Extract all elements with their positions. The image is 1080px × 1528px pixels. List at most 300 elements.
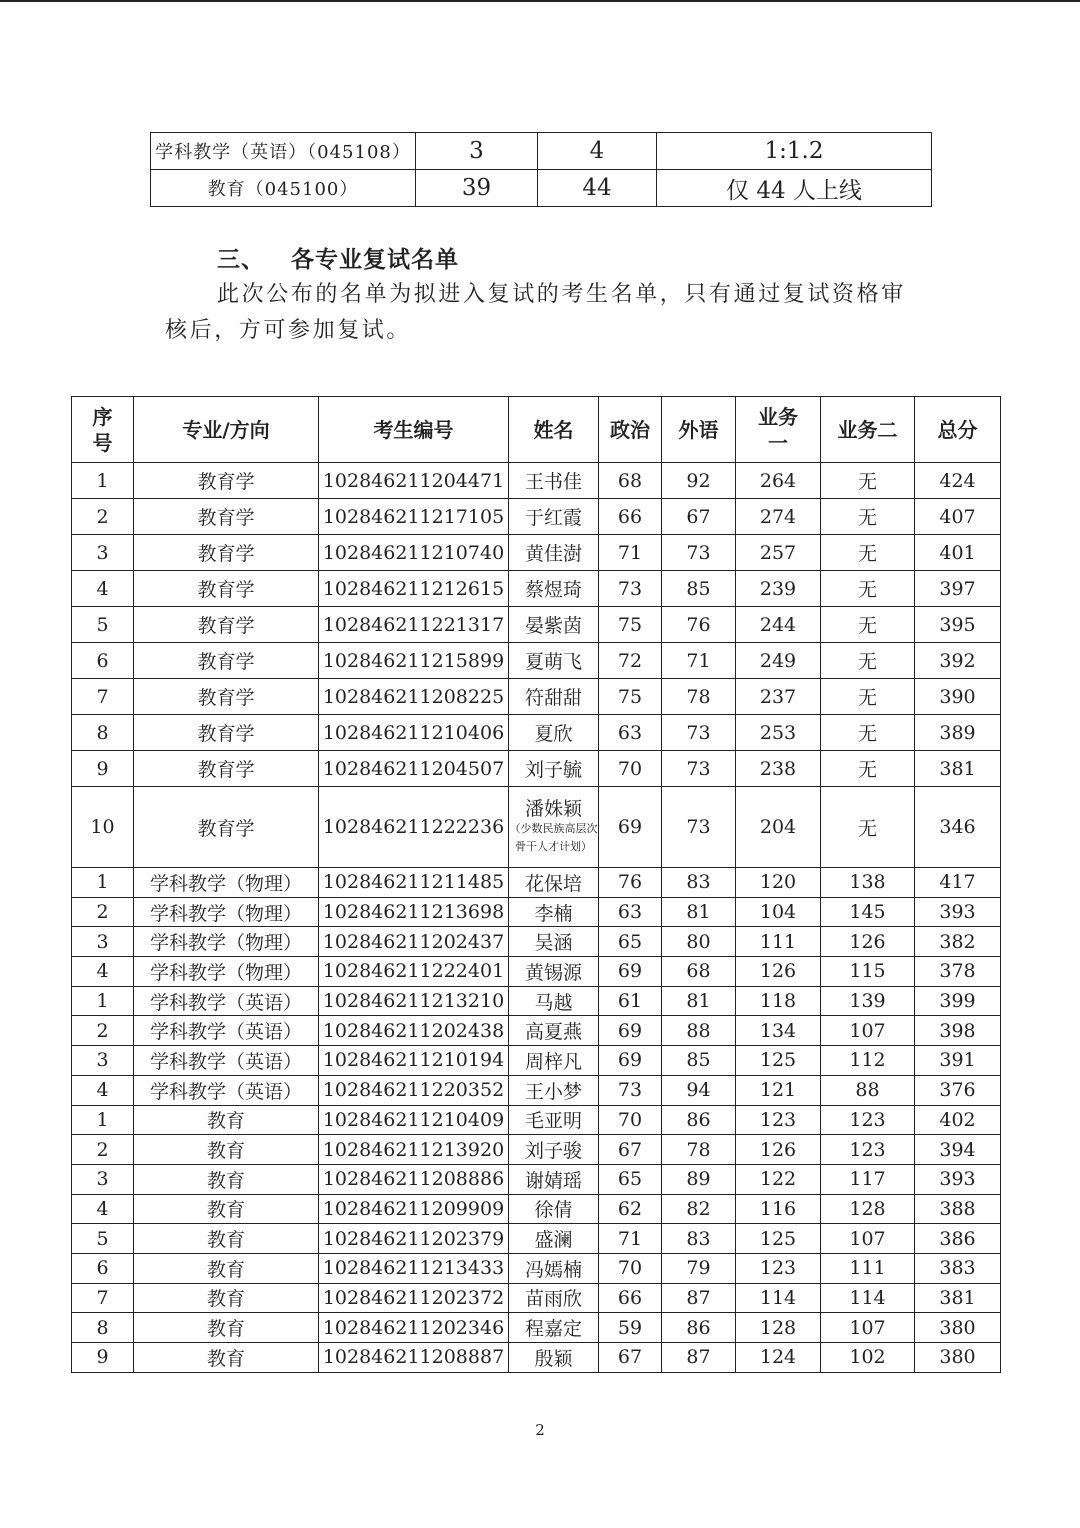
- cell-major: 教育学: [134, 535, 319, 571]
- quota-table: [150, 132, 932, 207]
- cell-seq: 7: [72, 679, 134, 715]
- cell-major: 学科教学（英语）: [134, 1016, 319, 1046]
- cell-total: 346: [915, 787, 1001, 868]
- cell-subject2: 114: [821, 1283, 915, 1313]
- cell-name: 王小梦: [509, 1075, 599, 1105]
- quota-qualified: 4: [538, 133, 657, 170]
- cell-subject1: 111: [736, 927, 821, 957]
- cell-exam-id: 102846211209909: [319, 1194, 509, 1224]
- cell-foreign-language: 78: [662, 1135, 736, 1165]
- table-row: [72, 607, 1001, 643]
- table-row: [72, 715, 1001, 751]
- cell-subject2: 无: [821, 499, 915, 535]
- cell-politics: 73: [599, 571, 662, 607]
- cell-exam-id: 102846211202379: [319, 1224, 509, 1254]
- cell-exam-id: 102846211211485: [319, 868, 509, 898]
- cell-politics: 70: [599, 751, 662, 787]
- cell-politics: 66: [599, 499, 662, 535]
- cell-subject1: 125: [736, 1046, 821, 1076]
- cell-exam-id: 102846211212615: [319, 571, 509, 607]
- cell-seq: 7: [72, 1283, 134, 1313]
- cell-seq: 8: [72, 1313, 134, 1343]
- cell-foreign-language: 86: [662, 1313, 736, 1343]
- cell-politics: 68: [599, 463, 662, 499]
- cell-name: 蔡煜琦: [509, 571, 599, 607]
- table-row: [72, 1194, 1001, 1224]
- cell-subject2: 112: [821, 1046, 915, 1076]
- table-row: [72, 571, 1001, 607]
- cell-subject2: 107: [821, 1224, 915, 1254]
- cell-total: 386: [915, 1224, 1001, 1254]
- cell-subject1: 244: [736, 607, 821, 643]
- quota-planned: 3: [416, 133, 538, 170]
- cell-subject1: 118: [736, 986, 821, 1016]
- cell-seq: 2: [72, 897, 134, 927]
- cell-total: 392: [915, 643, 1001, 679]
- cell-subject2: 107: [821, 1016, 915, 1046]
- cell-subject2: 无: [821, 463, 915, 499]
- cell-politics: 63: [599, 715, 662, 751]
- cell-subject1: 126: [736, 957, 821, 987]
- notice-text-line1: 此次公布的名单为拟进入复试的考生名单，只有通过复试资格审: [217, 282, 906, 307]
- cell-seq: 1: [72, 463, 134, 499]
- cell-total: 381: [915, 751, 1001, 787]
- cell-total: 376: [915, 1075, 1001, 1105]
- cell-exam-id: 102846211204471: [319, 463, 509, 499]
- cell-name: 李楠: [509, 897, 599, 927]
- cell-foreign-language: 89: [662, 1164, 736, 1194]
- cell-name: 毛亚明: [509, 1105, 599, 1135]
- table-row: [72, 897, 1001, 927]
- cell-subject2: 102: [821, 1343, 915, 1373]
- cell-name: 夏欣: [509, 715, 599, 751]
- cell-exam-id: 102846211208886: [319, 1164, 509, 1194]
- table-row: [72, 1046, 1001, 1076]
- cell-exam-id: 102846211208225: [319, 679, 509, 715]
- cell-major: 教育: [134, 1253, 319, 1283]
- cell-foreign-language: 80: [662, 927, 736, 957]
- cell-name: 冯嫣楠: [509, 1253, 599, 1283]
- cell-seq: 3: [72, 1046, 134, 1076]
- cell-major: 学科教学（物理）: [134, 868, 319, 898]
- cell-name: 徐倩: [509, 1194, 599, 1224]
- cell-total: 395: [915, 607, 1001, 643]
- cell-major: 教育学: [134, 715, 319, 751]
- cell-seq: 5: [72, 607, 134, 643]
- cell-seq: 4: [72, 1075, 134, 1105]
- cell-total: 380: [915, 1313, 1001, 1343]
- cell-seq: 9: [72, 1343, 134, 1373]
- cell-politics: 71: [599, 535, 662, 571]
- cell-seq: 6: [72, 643, 134, 679]
- cell-exam-id: 102846211220352: [319, 1075, 509, 1105]
- cell-major: 教育学: [134, 787, 319, 868]
- cell-name: [509, 787, 599, 868]
- cell-exam-id: 102846211213210: [319, 986, 509, 1016]
- cell-exam-id: 102846211208887: [319, 1343, 509, 1373]
- cell-subject1: 134: [736, 1016, 821, 1046]
- cell-subject1: 104: [736, 897, 821, 927]
- cell-major: 学科教学（物理）: [134, 897, 319, 927]
- cell-name: 吴涵: [509, 927, 599, 957]
- cell-total: 407: [915, 499, 1001, 535]
- cell-foreign-language: 73: [662, 535, 736, 571]
- cell-subject1: 237: [736, 679, 821, 715]
- table-row: [72, 1016, 1001, 1046]
- table-row: [72, 1313, 1001, 1343]
- cell-subject1: 120: [736, 868, 821, 898]
- cell-subject1: 124: [736, 1343, 821, 1373]
- page-top-border: [0, 0, 1080, 2]
- cell-seq: 4: [72, 957, 134, 987]
- cell-exam-id: 102846211213920: [319, 1135, 509, 1165]
- cell-foreign-language: 71: [662, 643, 736, 679]
- cell-subject2: 88: [821, 1075, 915, 1105]
- cell-subject1: 264: [736, 463, 821, 499]
- cell-politics: 61: [599, 986, 662, 1016]
- cell-seq: 8: [72, 715, 134, 751]
- cell-exam-id: 102846211217105: [319, 499, 509, 535]
- cell-major: 教育学: [134, 499, 319, 535]
- cell-subject1: 114: [736, 1283, 821, 1313]
- cell-politics: 75: [599, 679, 662, 715]
- name-note: （少数民族高层次骨干人才计划）: [509, 822, 598, 853]
- table-row: [72, 1135, 1001, 1165]
- cell-seq: 4: [72, 1194, 134, 1224]
- cell-foreign-language: 85: [662, 1046, 736, 1076]
- cell-politics: 73: [599, 1075, 662, 1105]
- cell-foreign-language: 87: [662, 1283, 736, 1313]
- table-row: [72, 1164, 1001, 1194]
- cell-foreign-language: 83: [662, 868, 736, 898]
- cell-seq: 4: [72, 571, 134, 607]
- notice-text-line2: 核后，方可参加复试。: [165, 318, 412, 343]
- table-row: [72, 1283, 1001, 1313]
- cell-subject2: 123: [821, 1105, 915, 1135]
- cell-exam-id: 102846211210409: [319, 1105, 509, 1135]
- cell-major: 教育学: [134, 679, 319, 715]
- cell-total: 390: [915, 679, 1001, 715]
- cell-politics: 71: [599, 1224, 662, 1254]
- cell-politics: 75: [599, 607, 662, 643]
- cell-subject1: 239: [736, 571, 821, 607]
- name-main: 潘姝颖: [524, 798, 582, 820]
- cell-name: 夏萌飞: [509, 643, 599, 679]
- cell-exam-id: 102846211215899: [319, 643, 509, 679]
- cell-exam-id: 102846211213433: [319, 1253, 509, 1283]
- cell-politics: 63: [599, 897, 662, 927]
- cell-foreign-language: 92: [662, 463, 736, 499]
- cell-major: 教育学: [134, 463, 319, 499]
- cell-subject1: 125: [736, 1224, 821, 1254]
- cell-foreign-language: 83: [662, 1224, 736, 1254]
- cell-seq: 3: [72, 927, 134, 957]
- header-total: 总分: [915, 397, 1001, 463]
- header-foreign-language: 外语: [662, 397, 736, 463]
- table-row: [72, 499, 1001, 535]
- section-number: 三、: [217, 246, 265, 273]
- cell-politics: 69: [599, 1016, 662, 1046]
- cell-major: 教育: [134, 1194, 319, 1224]
- cell-major: 学科教学（物理）: [134, 957, 319, 987]
- cell-subject2: 128: [821, 1194, 915, 1224]
- cell-subject2: 126: [821, 927, 915, 957]
- table-row: [72, 535, 1001, 571]
- cell-total: 397: [915, 571, 1001, 607]
- table-row: [72, 1105, 1001, 1135]
- table-row: [72, 1343, 1001, 1373]
- cell-name: 黄佳澍: [509, 535, 599, 571]
- cell-subject2: 无: [821, 787, 915, 868]
- cell-subject2: 107: [821, 1313, 915, 1343]
- cell-subject2: 无: [821, 679, 915, 715]
- cell-total: 380: [915, 1343, 1001, 1373]
- table-row: [72, 1253, 1001, 1283]
- cell-foreign-language: 86: [662, 1105, 736, 1135]
- cell-exam-id: 102846211202437: [319, 927, 509, 957]
- cell-foreign-language: 81: [662, 897, 736, 927]
- cell-subject1: 274: [736, 499, 821, 535]
- cell-total: 382: [915, 927, 1001, 957]
- cell-subject2: 无: [821, 607, 915, 643]
- cell-name: 马越: [509, 986, 599, 1016]
- cell-politics: 69: [599, 957, 662, 987]
- cell-foreign-language: 79: [662, 1253, 736, 1283]
- cell-foreign-language: 88: [662, 1016, 736, 1046]
- cell-exam-id: 102846211213698: [319, 897, 509, 927]
- cell-politics: 65: [599, 1164, 662, 1194]
- cell-total: 388: [915, 1194, 1001, 1224]
- section-heading: [217, 241, 459, 274]
- cell-subject1: 257: [736, 535, 821, 571]
- cell-subject2: 无: [821, 751, 915, 787]
- cell-seq: 6: [72, 1253, 134, 1283]
- cell-total: 398: [915, 1016, 1001, 1046]
- cell-name: 苗雨欣: [509, 1283, 599, 1313]
- cell-subject1: 116: [736, 1194, 821, 1224]
- cell-politics: 76: [599, 868, 662, 898]
- cell-major: 教育: [134, 1135, 319, 1165]
- table-header-row: [72, 397, 1001, 463]
- cell-major: 教育学: [134, 751, 319, 787]
- cell-exam-id: 102846211222236: [319, 787, 509, 868]
- cell-major: 教育: [134, 1313, 319, 1343]
- cell-subject1: 249: [736, 643, 821, 679]
- cell-name: 黄锡源: [509, 957, 599, 987]
- quota-row: [151, 170, 932, 207]
- table-row: [72, 957, 1001, 987]
- table-row: [72, 463, 1001, 499]
- cell-seq: 2: [72, 499, 134, 535]
- header-exam-id: 考生编号: [319, 397, 509, 463]
- cell-foreign-language: 73: [662, 751, 736, 787]
- cell-name: 程嘉定: [509, 1313, 599, 1343]
- cell-subject1: 123: [736, 1253, 821, 1283]
- page-number: 2: [535, 1421, 545, 1439]
- cell-politics: 62: [599, 1194, 662, 1224]
- table-row: [72, 1224, 1001, 1254]
- cell-politics: 67: [599, 1343, 662, 1373]
- table-row: [72, 679, 1001, 715]
- cell-exam-id: 102846211202372: [319, 1283, 509, 1313]
- cell-exam-id: 102846211202346: [319, 1313, 509, 1343]
- cell-exam-id: 102846211210194: [319, 1046, 509, 1076]
- cell-subject2: 139: [821, 986, 915, 1016]
- cell-name: 王书佳: [509, 463, 599, 499]
- cell-foreign-language: 73: [662, 715, 736, 751]
- cell-subject2: 无: [821, 571, 915, 607]
- cell-politics: 66: [599, 1283, 662, 1313]
- cell-politics: 67: [599, 1135, 662, 1165]
- quota-category: 教育（045100）: [151, 170, 416, 207]
- cell-seq: 2: [72, 1016, 134, 1046]
- cell-foreign-language: 78: [662, 679, 736, 715]
- quota-ratio: 仅 44 人上线: [657, 170, 932, 207]
- cell-foreign-language: 87: [662, 1343, 736, 1373]
- cell-exam-id: 102846211204507: [319, 751, 509, 787]
- cell-politics: 70: [599, 1253, 662, 1283]
- quota-category: 学科教学（英语）（045108）: [151, 133, 416, 170]
- cell-seq: 1: [72, 1105, 134, 1135]
- cell-foreign-language: 67: [662, 499, 736, 535]
- cell-foreign-language: 85: [662, 571, 736, 607]
- cell-total: 393: [915, 1164, 1001, 1194]
- cell-major: 教育: [134, 1283, 319, 1313]
- cell-name: 符甜甜: [509, 679, 599, 715]
- quota-ratio: 1:1.2: [657, 133, 932, 170]
- cell-name: 花保培: [509, 868, 599, 898]
- cell-total: 378: [915, 957, 1001, 987]
- cell-seq: 10: [72, 787, 134, 868]
- header-subject2: 业务二: [821, 397, 915, 463]
- cell-subject1: 123: [736, 1105, 821, 1135]
- cell-total: 383: [915, 1253, 1001, 1283]
- section-title: 各专业复试名单: [291, 246, 459, 273]
- cell-foreign-language: 94: [662, 1075, 736, 1105]
- cell-subject2: 无: [821, 643, 915, 679]
- cell-total: 394: [915, 1135, 1001, 1165]
- cell-total: 393: [915, 897, 1001, 927]
- cell-total: 402: [915, 1105, 1001, 1135]
- cell-politics: 59: [599, 1313, 662, 1343]
- cell-name: 刘子骏: [509, 1135, 599, 1165]
- cell-major: 学科教学（英语）: [134, 986, 319, 1016]
- cell-exam-id: 102846211210406: [319, 715, 509, 751]
- table-row: [72, 643, 1001, 679]
- cell-subject1: 121: [736, 1075, 821, 1105]
- cell-subject2: 138: [821, 868, 915, 898]
- cell-total: 399: [915, 986, 1001, 1016]
- cell-name: 谢婧瑶: [509, 1164, 599, 1194]
- cell-foreign-language: 76: [662, 607, 736, 643]
- cell-major: 教育: [134, 1343, 319, 1373]
- cell-total: 417: [915, 868, 1001, 898]
- header-seq: 序 号: [72, 397, 134, 463]
- cell-name: 高夏燕: [509, 1016, 599, 1046]
- cell-major: 教育: [134, 1105, 319, 1135]
- cell-total: 389: [915, 715, 1001, 751]
- cell-subject1: 128: [736, 1313, 821, 1343]
- cell-foreign-language: 82: [662, 1194, 736, 1224]
- cell-seq: 2: [72, 1135, 134, 1165]
- cell-total: 391: [915, 1046, 1001, 1076]
- cell-politics: 69: [599, 1046, 662, 1076]
- header-politics: 政治: [599, 397, 662, 463]
- cell-major: 教育: [134, 1164, 319, 1194]
- cell-total: 381: [915, 1283, 1001, 1313]
- cell-seq: 9: [72, 751, 134, 787]
- retest-list-table: [71, 396, 1001, 1373]
- cell-major: 教育: [134, 1224, 319, 1254]
- table-row: [72, 1075, 1001, 1105]
- cell-politics: 70: [599, 1105, 662, 1135]
- cell-seq: 1: [72, 868, 134, 898]
- cell-major: 教育学: [134, 643, 319, 679]
- cell-exam-id: 102846211221317: [319, 607, 509, 643]
- header-subject1: 业务 一: [736, 397, 821, 463]
- cell-subject1: 122: [736, 1164, 821, 1194]
- cell-subject2: 145: [821, 897, 915, 927]
- cell-seq: 3: [72, 535, 134, 571]
- cell-politics: 65: [599, 927, 662, 957]
- table-row: [72, 927, 1001, 957]
- cell-major: 教育学: [134, 607, 319, 643]
- table-row: [72, 787, 1001, 868]
- cell-name: 于红霞: [509, 499, 599, 535]
- quota-planned: 39: [416, 170, 538, 207]
- table-row: [72, 868, 1001, 898]
- cell-major: 学科教学（英语）: [134, 1075, 319, 1105]
- cell-major: 学科教学（物理）: [134, 927, 319, 957]
- cell-total: 401: [915, 535, 1001, 571]
- table-row: [72, 986, 1001, 1016]
- cell-name: 晏紫茵: [509, 607, 599, 643]
- quota-qualified: 44: [538, 170, 657, 207]
- cell-subject2: 123: [821, 1135, 915, 1165]
- header-major: 专业/方向: [134, 397, 319, 463]
- cell-exam-id: 102846211222401: [319, 957, 509, 987]
- cell-name: 周梓凡: [509, 1046, 599, 1076]
- cell-total: 424: [915, 463, 1001, 499]
- cell-foreign-language: 68: [662, 957, 736, 987]
- cell-seq: 5: [72, 1224, 134, 1254]
- header-name: 姓名: [509, 397, 599, 463]
- cell-name: 盛澜: [509, 1224, 599, 1254]
- quota-row: [151, 133, 932, 170]
- cell-foreign-language: 73: [662, 787, 736, 868]
- cell-exam-id: 102846211202438: [319, 1016, 509, 1046]
- cell-name: 刘子毓: [509, 751, 599, 787]
- cell-major: 教育学: [134, 571, 319, 607]
- cell-seq: 1: [72, 986, 134, 1016]
- cell-subject1: 204: [736, 787, 821, 868]
- cell-major: 学科教学（英语）: [134, 1046, 319, 1076]
- cell-politics: 72: [599, 643, 662, 679]
- cell-subject1: 126: [736, 1135, 821, 1165]
- cell-subject2: 无: [821, 535, 915, 571]
- cell-exam-id: 102846211210740: [319, 535, 509, 571]
- cell-subject2: 111: [821, 1253, 915, 1283]
- cell-foreign-language: 81: [662, 986, 736, 1016]
- cell-seq: 3: [72, 1164, 134, 1194]
- cell-subject2: 无: [821, 715, 915, 751]
- cell-subject1: 238: [736, 751, 821, 787]
- table-row: [72, 751, 1001, 787]
- cell-subject2: 117: [821, 1164, 915, 1194]
- cell-subject1: 253: [736, 715, 821, 751]
- cell-subject2: 115: [821, 957, 915, 987]
- cell-politics: 69: [599, 787, 662, 868]
